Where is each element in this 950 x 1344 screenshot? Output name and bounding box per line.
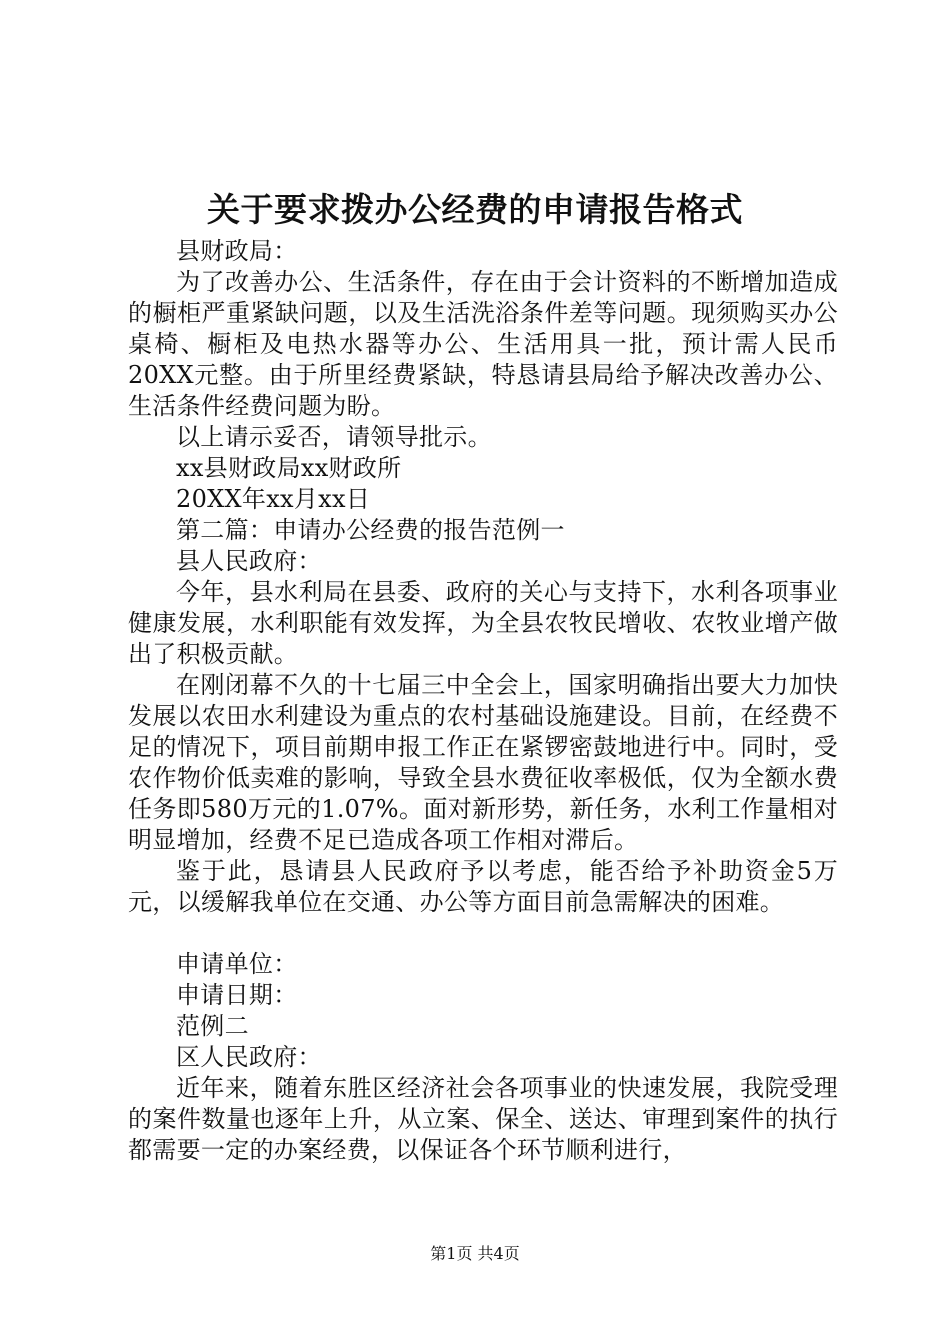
applicant-unit-line: 申请单位：: [176, 950, 298, 978]
section-heading: 第二篇：申请办公经费的报告范例一: [176, 516, 565, 544]
salutation: 县人民政府：: [176, 547, 322, 575]
document-title: 关于要求拨办公经费的申请报告格式: [207, 190, 743, 229]
paragraph: 今年，县水利局在县委、政府的关心与支持下，水利各项事业健康发展，水利职能有效发挥，为全县农牧民增收、农牧业增产做出了积极贡献。: [128, 578, 838, 668]
page-footer: 第1页 共4页: [430, 1244, 520, 1263]
salutation: 区人民政府：: [176, 1043, 322, 1071]
paragraph: 近年来，随着东胜区经济社会各项事业的快速发展，我院受理的案件数量也逐年上升，从立案、保全、送达、审理到案件的执行都需要一定的办案经费，以保证各个环节顺利进行，: [128, 1074, 838, 1164]
paragraph: 为了改善办公、生活条件，存在由于会计资料的不断增加造成的橱柜严重紧缺问题，以及生活洗浴条件差等问题。现须购买办公桌椅、橱柜及电热水器等办公、生活用具一批，预计需人民币20XX元整。由于所里经费紧缺，特恳请县局给予解决改善办公、生活条件经费问题为盼。: [128, 268, 838, 420]
application-date-line: 申请日期：: [176, 981, 298, 1009]
paragraph: 鉴于此，恳请县人民政府予以考虑，能否给予补助资金5万元，以缓解我单位在交通、办公等方面目前急需解决的困难。: [128, 857, 838, 916]
sender-line: xx县财政局xx财政所: [176, 454, 402, 482]
section-heading: 范例二: [176, 1012, 249, 1040]
date-line: 20XX年xx月xx日: [176, 485, 371, 513]
paragraph: 以上请示妥否，请领导批示。: [176, 423, 492, 451]
salutation: 县财政局：: [176, 237, 298, 265]
blank-line: [128, 918, 838, 949]
paragraph: 在刚闭幕不久的十七届三中全会上，国家明确指出要大力加快发展以农田水利建设为重点的农村基础设施建设。目前，在经费不足的情况下，项目前期申报工作正在紧锣密鼓地进行中。同时，受农作物价低卖难的影响，导致全县水费征收率极低，仅为全额水费任务即580万元的1.07%。面对新形势，新任务，水利工作量相对明显增加，经费不足已造成各项工作相对滞后。: [128, 671, 838, 854]
document-body: [128, 236, 838, 1166]
